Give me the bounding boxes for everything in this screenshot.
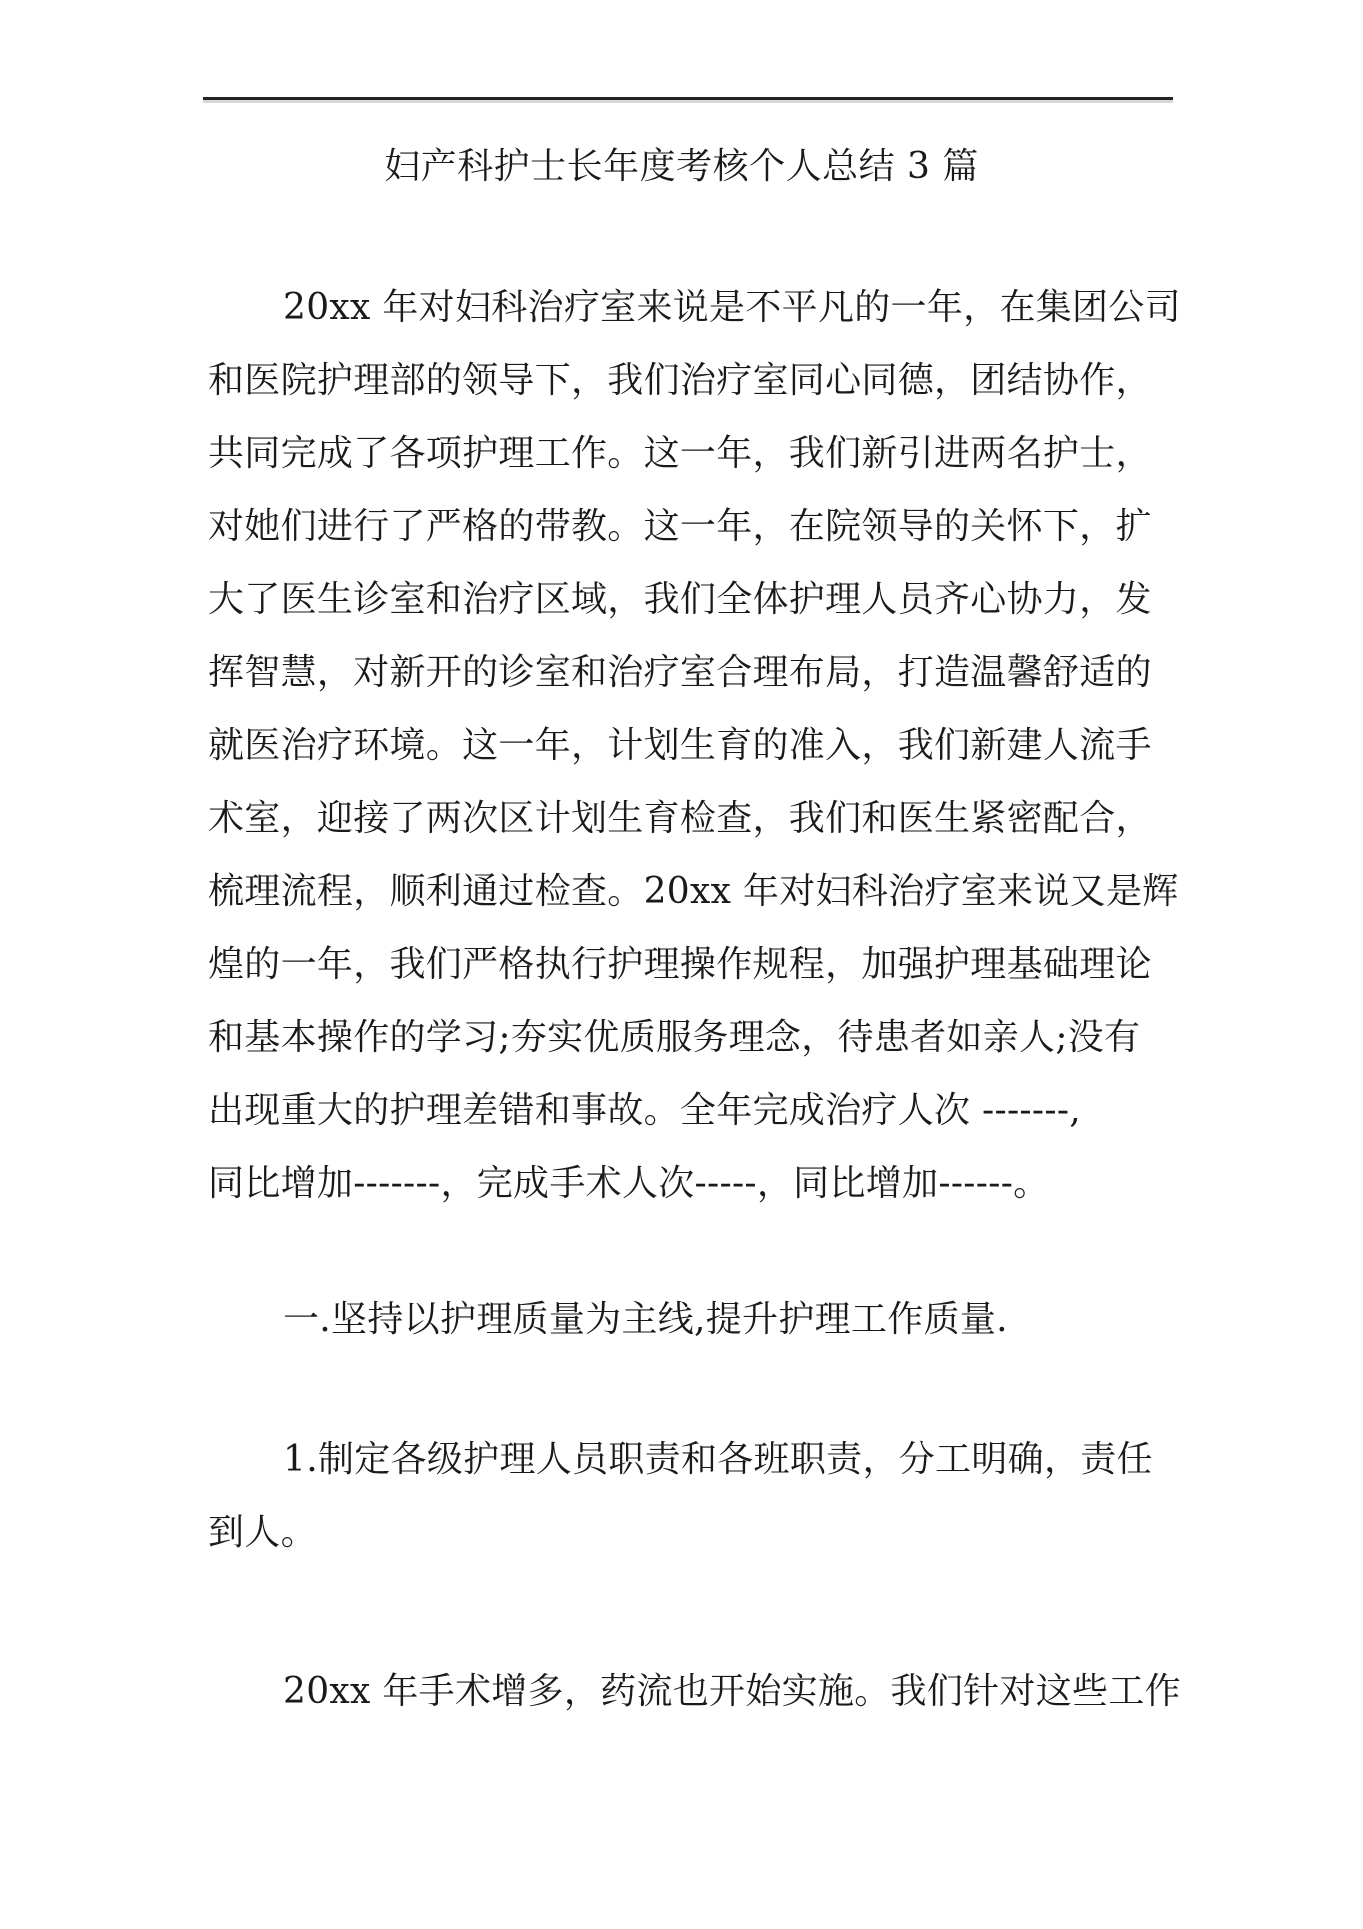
- header-rule: [203, 97, 1173, 100]
- paragraph-line: 出现重大的护理差错和事故。全年完成治疗人次 -------,: [208, 1090, 1082, 1131]
- paragraph-line: 共同完成了各项护理工作。这一年，我们新引进两名护士，: [208, 433, 1152, 474]
- list-item-line: 1.制定各级护理人员职责和各班职责，分工明确，责任: [283, 1439, 1153, 1480]
- paragraph-line: 大了医生诊室和治疗区域，我们全体护理人员齐心协力，发: [208, 579, 1152, 620]
- paragraph-line: 就医治疗环境。这一年，计划生育的准入，我们新建人流手: [208, 725, 1152, 766]
- paragraph-line: 20xx 年手术增多，药流也开始实施。我们针对这些工作: [283, 1671, 1181, 1712]
- paragraph-line: 术室，迎接了两次区计划生育检查，我们和医生紧密配合，: [208, 798, 1152, 839]
- paragraph-line: 同比增加-------，完成手术人次-----，同比增加------。: [208, 1163, 1050, 1204]
- paragraph-line: 和基本操作的学习;夯实优质服务理念，待患者如亲人;没有: [208, 1017, 1141, 1058]
- section-heading-1: [208, 1283, 1180, 1356]
- list-item-line: 到人。: [208, 1512, 317, 1553]
- paragraph-line: 20xx 年对妇科治疗室来说是不平凡的一年，在集团公司: [283, 287, 1181, 328]
- paragraph-line: 挥智慧，对新开的诊室和治疗室合理布局，打造温馨舒适的: [208, 652, 1152, 693]
- paragraph-line: 和医院护理部的领导下，我们治疗室同心同德，团结协作，: [208, 360, 1152, 401]
- paragraph-line: 对她们进行了严格的带教。这一年，在院领导的关怀下，扩: [208, 506, 1152, 547]
- list-item-1: [208, 1423, 1180, 1569]
- paragraph-line: 梳理流程，顺利通过检查。20xx 年对妇科治疗室来说又是辉: [208, 871, 1179, 912]
- paragraph-line: 煌的一年，我们严格执行护理操作规程，加强护理基础理论: [208, 944, 1152, 985]
- document-title: 妇产科护士长年度考核个人总结 3 篇: [384, 146, 979, 187]
- paragraph-1: [208, 271, 1180, 1220]
- section-heading-text: 一.坚持以护理质量为主线,提升护理工作质量.: [283, 1299, 1008, 1340]
- paragraph-2: [208, 1655, 1180, 1728]
